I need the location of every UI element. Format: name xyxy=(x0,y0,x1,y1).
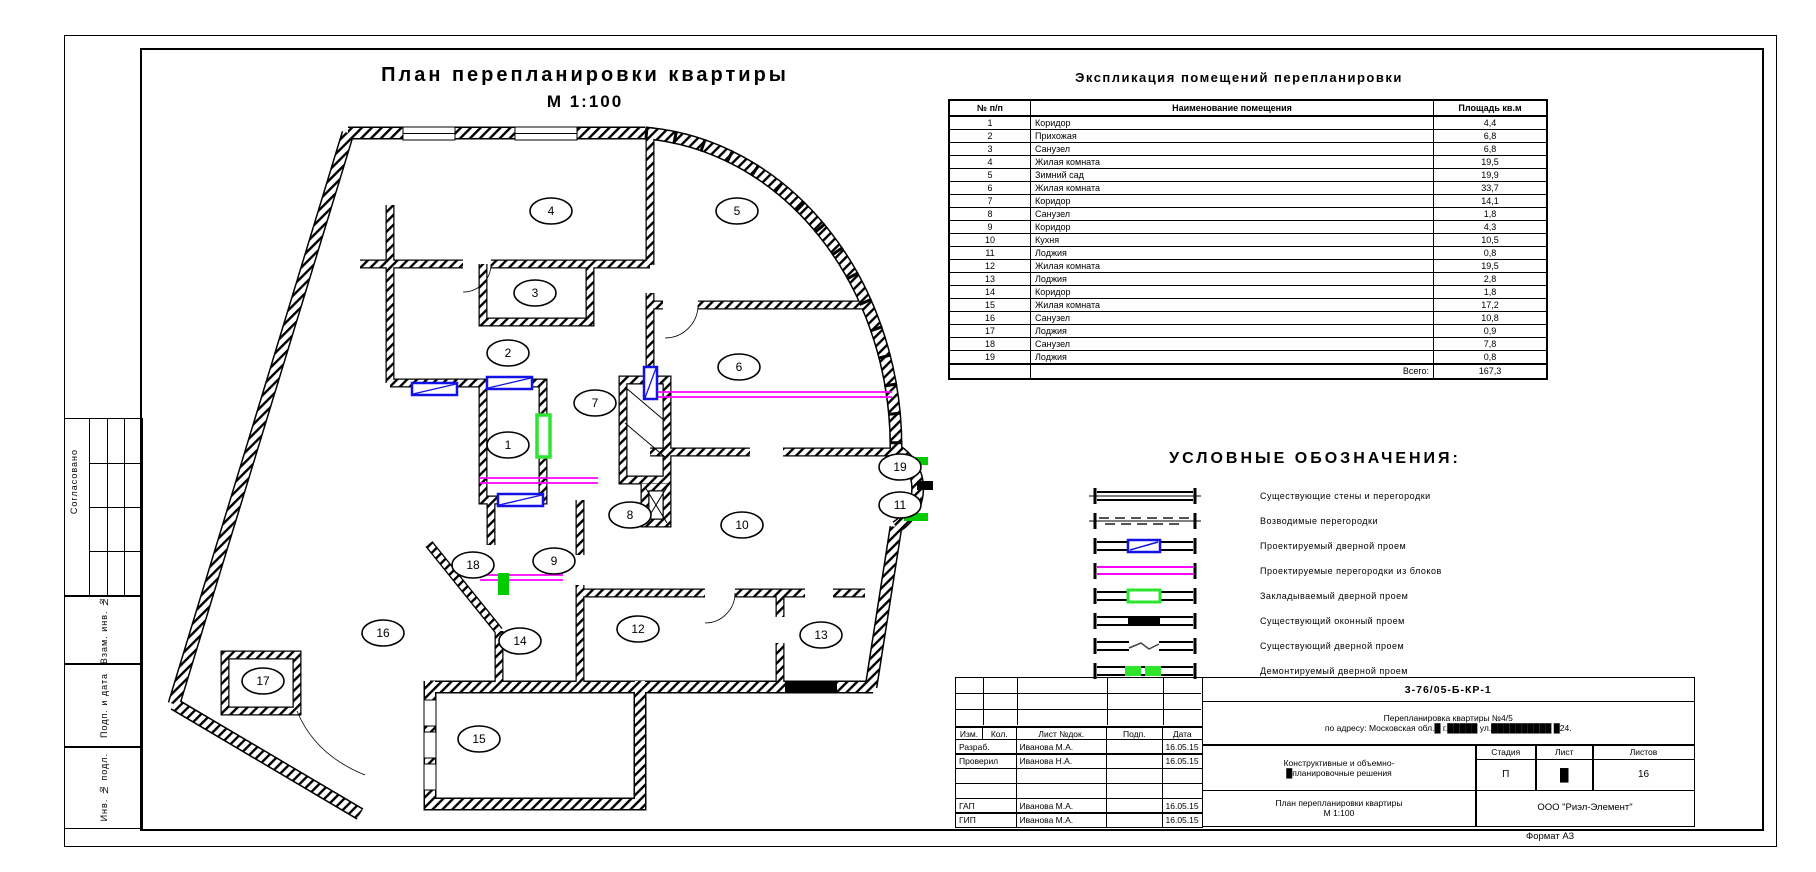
room-bubble xyxy=(533,548,575,574)
room-number-cell: 3 xyxy=(949,143,1031,156)
svg-text:18: 18 xyxy=(466,558,480,572)
room-name-cell: Коридор xyxy=(1031,286,1434,299)
table-total-row xyxy=(949,364,1547,379)
stamp-date-cell: 16.05.15 xyxy=(1162,812,1204,828)
stamp-name-cell: Иванова М.А. xyxy=(1016,739,1108,755)
svg-text:13: 13 xyxy=(814,628,828,642)
closed-opening-marker xyxy=(537,415,550,457)
room-bubble xyxy=(721,512,763,538)
stamp-signature-cell xyxy=(1106,739,1164,755)
legend-item-label: Проектируемый дверной проем xyxy=(1260,540,1407,551)
table-row xyxy=(949,260,1547,273)
demolished-door-marker xyxy=(498,573,509,595)
stamp-drawing-title: План перепланировки квартиры М 1:100 xyxy=(1202,790,1477,828)
legend-item-label: Возводимые перегородки xyxy=(1260,515,1378,526)
side-strip xyxy=(64,418,141,827)
room-bubble xyxy=(242,668,284,694)
stamp-name-cell: Иванова М.А. xyxy=(1016,812,1108,828)
room-bubble xyxy=(879,454,921,480)
stamp-sheet-header: Лист xyxy=(1535,744,1594,760)
total-label: Всего: xyxy=(1031,364,1434,379)
room-number-cell: 17 xyxy=(949,325,1031,338)
table-row xyxy=(949,116,1547,130)
stamp-signature-cell xyxy=(1106,798,1164,814)
table-row xyxy=(949,247,1547,260)
room-bubble xyxy=(718,354,760,380)
table-row xyxy=(949,338,1547,351)
stamp-role-cell: ГИП xyxy=(955,812,1017,828)
stamp-role-cell: Разраб. xyxy=(955,739,1017,755)
svg-text:19: 19 xyxy=(893,460,907,474)
room-area-cell: 10,5 xyxy=(1434,234,1548,247)
room-area-cell: 2,8 xyxy=(1434,273,1548,286)
room-area-cell: 0,8 xyxy=(1434,351,1548,365)
table-row xyxy=(949,351,1547,365)
svg-text:9: 9 xyxy=(550,554,558,568)
svg-text:15: 15 xyxy=(472,732,486,746)
room-name-cell: Санузел xyxy=(1031,143,1434,156)
explication-title: Экспликация помещений перепланировки xyxy=(1075,70,1403,85)
svg-text:1: 1 xyxy=(504,438,512,452)
room-bubble xyxy=(609,502,651,528)
plan-title-scale: М 1:100 xyxy=(546,92,624,111)
stamp-role-cell xyxy=(955,768,1017,784)
erected-partition-symbol xyxy=(1085,512,1205,530)
legend-item xyxy=(1085,633,1555,658)
room-number-cell: 13 xyxy=(949,273,1031,286)
format-label: Формат А3 xyxy=(1525,831,1574,842)
project-line1: Перепланировка квартиры №4/5 xyxy=(1383,713,1513,723)
room-name-cell: Лоджия xyxy=(1031,247,1434,260)
table-row xyxy=(949,130,1547,143)
room-area-cell: 33,7 xyxy=(1434,182,1548,195)
table-row xyxy=(949,325,1547,338)
room-name-cell: Санузел xyxy=(1031,208,1434,221)
room-name-cell: Жилая комната xyxy=(1031,182,1434,195)
room-number-cell: 2 xyxy=(949,130,1031,143)
plan-title xyxy=(285,64,885,112)
room-bubble xyxy=(458,726,500,752)
room-bubble xyxy=(362,620,404,646)
room-area-cell: 19,5 xyxy=(1434,260,1548,273)
existing-wall-symbol xyxy=(1085,487,1205,505)
stamp-name-cell: Иванова Н.А. xyxy=(1016,753,1108,769)
svg-text:3: 3 xyxy=(531,286,539,300)
stamp-section-title: Конструктивные и объемно- █планировочные решения xyxy=(1202,744,1477,791)
stamp-date-cell: 16.05.15 xyxy=(1162,798,1204,814)
room-bubble xyxy=(530,198,572,224)
room-area-cell: 0,9 xyxy=(1434,325,1548,338)
side-strip-label: Инв. № подл. xyxy=(98,753,109,822)
room-number-cell: 16 xyxy=(949,312,1031,325)
legend-item xyxy=(1085,558,1555,583)
stamp-name-cell xyxy=(1016,768,1108,784)
legend-item xyxy=(1085,608,1555,633)
stamp-name-cell xyxy=(1016,783,1108,799)
total-value: 167,3 xyxy=(1434,364,1548,379)
room-area-cell: 6,8 xyxy=(1434,130,1548,143)
stamp-col-header-kol: Кол. xyxy=(982,727,1018,740)
svg-text:7: 7 xyxy=(591,396,599,410)
stamp-date-cell: 16.05.15 xyxy=(1162,753,1204,769)
floor-plan-svg xyxy=(165,115,935,835)
stamp-project-name xyxy=(1202,701,1696,746)
room-area-cell: 7,8 xyxy=(1434,338,1548,351)
room-number-cell: 11 xyxy=(949,247,1031,260)
room-number-cell: 9 xyxy=(949,221,1031,234)
stamp-signature-cell xyxy=(1106,783,1164,799)
stamp-signature-cell xyxy=(1106,768,1164,784)
room-area-cell: 19,5 xyxy=(1434,156,1548,169)
legend-item-label: Существующие стены и перегородки xyxy=(1260,490,1431,501)
room-number-cell: 10 xyxy=(949,234,1031,247)
table-row xyxy=(949,273,1547,286)
explication-table xyxy=(948,99,1548,380)
svg-text:10: 10 xyxy=(735,518,749,532)
room-bubble xyxy=(487,340,529,366)
explication-header-row xyxy=(949,100,1547,116)
legend xyxy=(1085,483,1555,683)
stamp-col-header-podp: Подп. xyxy=(1106,727,1164,740)
svg-text:12: 12 xyxy=(631,622,645,636)
svg-text:5: 5 xyxy=(733,204,741,218)
stamp-role-cell xyxy=(955,783,1017,799)
room-name-cell: Кухня xyxy=(1031,234,1434,247)
svg-text:17: 17 xyxy=(256,674,270,688)
side-strip-label: Подп. и дата xyxy=(98,672,109,738)
table-row xyxy=(949,182,1547,195)
room-name-cell: Лоджия xyxy=(1031,273,1434,286)
stamp-sheet-value: █ xyxy=(1535,759,1594,792)
room-number-cell: 14 xyxy=(949,286,1031,299)
col-header-area: Площадь кв.м xyxy=(1434,100,1548,116)
table-row xyxy=(949,299,1547,312)
stamp-company: ООО "Риэл-Элемент" xyxy=(1475,790,1695,828)
stamp-sheets-header: Листов xyxy=(1592,744,1695,760)
room-name-cell: Коридор xyxy=(1031,116,1434,130)
room-name-cell: Коридор xyxy=(1031,195,1434,208)
side-strip-label: Взам. инв. № xyxy=(98,595,109,665)
table-row xyxy=(949,195,1547,208)
room-area-cell: 6,8 xyxy=(1434,143,1548,156)
room-name-cell: Санузел xyxy=(1031,312,1434,325)
svg-text:4: 4 xyxy=(547,204,555,218)
room-name-cell: Жилая комната xyxy=(1031,299,1434,312)
stamp-stage-value: П xyxy=(1475,759,1537,792)
floor-plan xyxy=(165,115,935,835)
table-row xyxy=(949,143,1547,156)
stamp-col-header-izm: Изм. xyxy=(955,727,983,740)
room-area-cell: 4,3 xyxy=(1434,221,1548,234)
stamp-role-cell: ГАП xyxy=(955,798,1017,814)
room-bubble xyxy=(716,198,758,224)
svg-text:2: 2 xyxy=(504,346,512,360)
stamp-sheets-value: 16 xyxy=(1592,759,1695,792)
legend-item xyxy=(1085,533,1555,558)
room-number-cell: 4 xyxy=(949,156,1031,169)
stamp-date-cell xyxy=(1162,783,1204,799)
stamp-col-header-list: Лист №док. xyxy=(1016,727,1108,740)
stamp-date-cell: 16.05.15 xyxy=(1162,739,1204,755)
room-number-cell: 6 xyxy=(949,182,1031,195)
stamp-role-cell: Проверил xyxy=(955,753,1017,769)
room-name-cell: Прихожая xyxy=(1031,130,1434,143)
room-number-cell: 19 xyxy=(949,351,1031,365)
stamp-signature-cell xyxy=(1106,812,1164,828)
legend-item-label: Закладываемый дверной проем xyxy=(1260,590,1409,601)
room-bubble xyxy=(452,552,494,578)
room-number-cell: 5 xyxy=(949,169,1031,182)
room-name-cell: Коридор xyxy=(1031,221,1434,234)
room-name-cell: Лоджия xyxy=(1031,351,1434,365)
svg-text:14: 14 xyxy=(513,634,527,648)
side-strip-grid xyxy=(64,418,143,597)
plan-title-line1: План перепланировки квартиры xyxy=(381,64,789,86)
stamp-doc-code: 3-76/05-Б-КР-1 xyxy=(1202,677,1696,702)
room-number-cell: 18 xyxy=(949,338,1031,351)
room-name-cell: Жилая комната xyxy=(1031,156,1434,169)
legend-item xyxy=(1085,583,1555,608)
room-area-cell: 0,8 xyxy=(1434,247,1548,260)
room-area-cell: 1,8 xyxy=(1434,208,1548,221)
room-number-cell: 7 xyxy=(949,195,1031,208)
room-area-cell: 10,8 xyxy=(1434,312,1548,325)
table-row xyxy=(949,208,1547,221)
svg-text:11: 11 xyxy=(893,498,907,512)
legend-title: УСЛОВНЫЕ ОБОЗНАЧЕНИЯ: xyxy=(1169,450,1461,467)
svg-text:16: 16 xyxy=(376,626,390,640)
room-bubble xyxy=(800,622,842,648)
legend-item-label: Проектируемые перегородки из блоков xyxy=(1260,565,1442,576)
legend-item-label: Существующий оконный проем xyxy=(1260,615,1405,626)
room-bubble xyxy=(617,616,659,642)
project-line2: по адресу: Московская обл.█ г.█████ ул.██████████ █24. xyxy=(1324,723,1572,733)
stamp-name-cell: Иванова М.А. xyxy=(1016,798,1108,814)
room-bubble xyxy=(514,280,556,306)
room-name-cell: Зимний сад xyxy=(1031,169,1434,182)
room-area-cell: 4,4 xyxy=(1434,116,1548,130)
title-block xyxy=(955,677,1695,827)
room-number-cell: 15 xyxy=(949,299,1031,312)
table-row xyxy=(949,234,1547,247)
side-strip-cell xyxy=(64,746,143,829)
svg-text:8: 8 xyxy=(626,508,634,522)
room-bubble xyxy=(487,432,529,458)
existing-door-symbol xyxy=(1085,637,1205,655)
room-area-cell: 1,8 xyxy=(1434,286,1548,299)
room-area-cell: 19,9 xyxy=(1434,169,1548,182)
table-row xyxy=(949,312,1547,325)
stamp-signature-cell xyxy=(1106,753,1164,769)
closed-door-symbol xyxy=(1085,587,1205,605)
stamp-stage-header: Стадия xyxy=(1475,744,1537,760)
room-bubble xyxy=(499,628,541,654)
room-number-cell: 8 xyxy=(949,208,1031,221)
legend-item-label: Демонтируемый дверной проем xyxy=(1260,665,1408,676)
table-row xyxy=(949,221,1547,234)
stamp-grid xyxy=(955,677,1203,727)
room-bubble xyxy=(574,390,616,416)
room-bubble xyxy=(879,492,921,518)
legend-item-label: Существующий дверной проем xyxy=(1260,640,1405,651)
legend-item xyxy=(1085,483,1555,508)
side-strip-cell xyxy=(64,595,143,665)
room-name-cell: Лоджия xyxy=(1031,325,1434,338)
col-header-number: № п/п xyxy=(949,100,1031,116)
room-area-cell: 14,1 xyxy=(1434,195,1548,208)
existing-window-symbol xyxy=(1085,612,1205,630)
stamp-date-cell xyxy=(1162,768,1204,784)
room-name-cell: Санузел xyxy=(1031,338,1434,351)
projected-door-symbol xyxy=(1085,537,1205,555)
room-name-cell: Жилая комната xyxy=(1031,260,1434,273)
table-row xyxy=(949,169,1547,182)
room-number-cell: 1 xyxy=(949,116,1031,130)
side-strip-cell xyxy=(64,663,143,748)
svg-text:6: 6 xyxy=(735,360,743,374)
room-area-cell: 17,2 xyxy=(1434,299,1548,312)
legend-item xyxy=(1085,508,1555,533)
col-header-name: Наименование помещения xyxy=(1031,100,1434,116)
table-row xyxy=(949,286,1547,299)
projected-partition-symbol xyxy=(1085,562,1205,580)
side-strip-label: Согласовано xyxy=(69,449,79,515)
table-row xyxy=(949,156,1547,169)
room-number-cell: 12 xyxy=(949,260,1031,273)
stamp-col-header-data: Дата xyxy=(1162,727,1204,740)
